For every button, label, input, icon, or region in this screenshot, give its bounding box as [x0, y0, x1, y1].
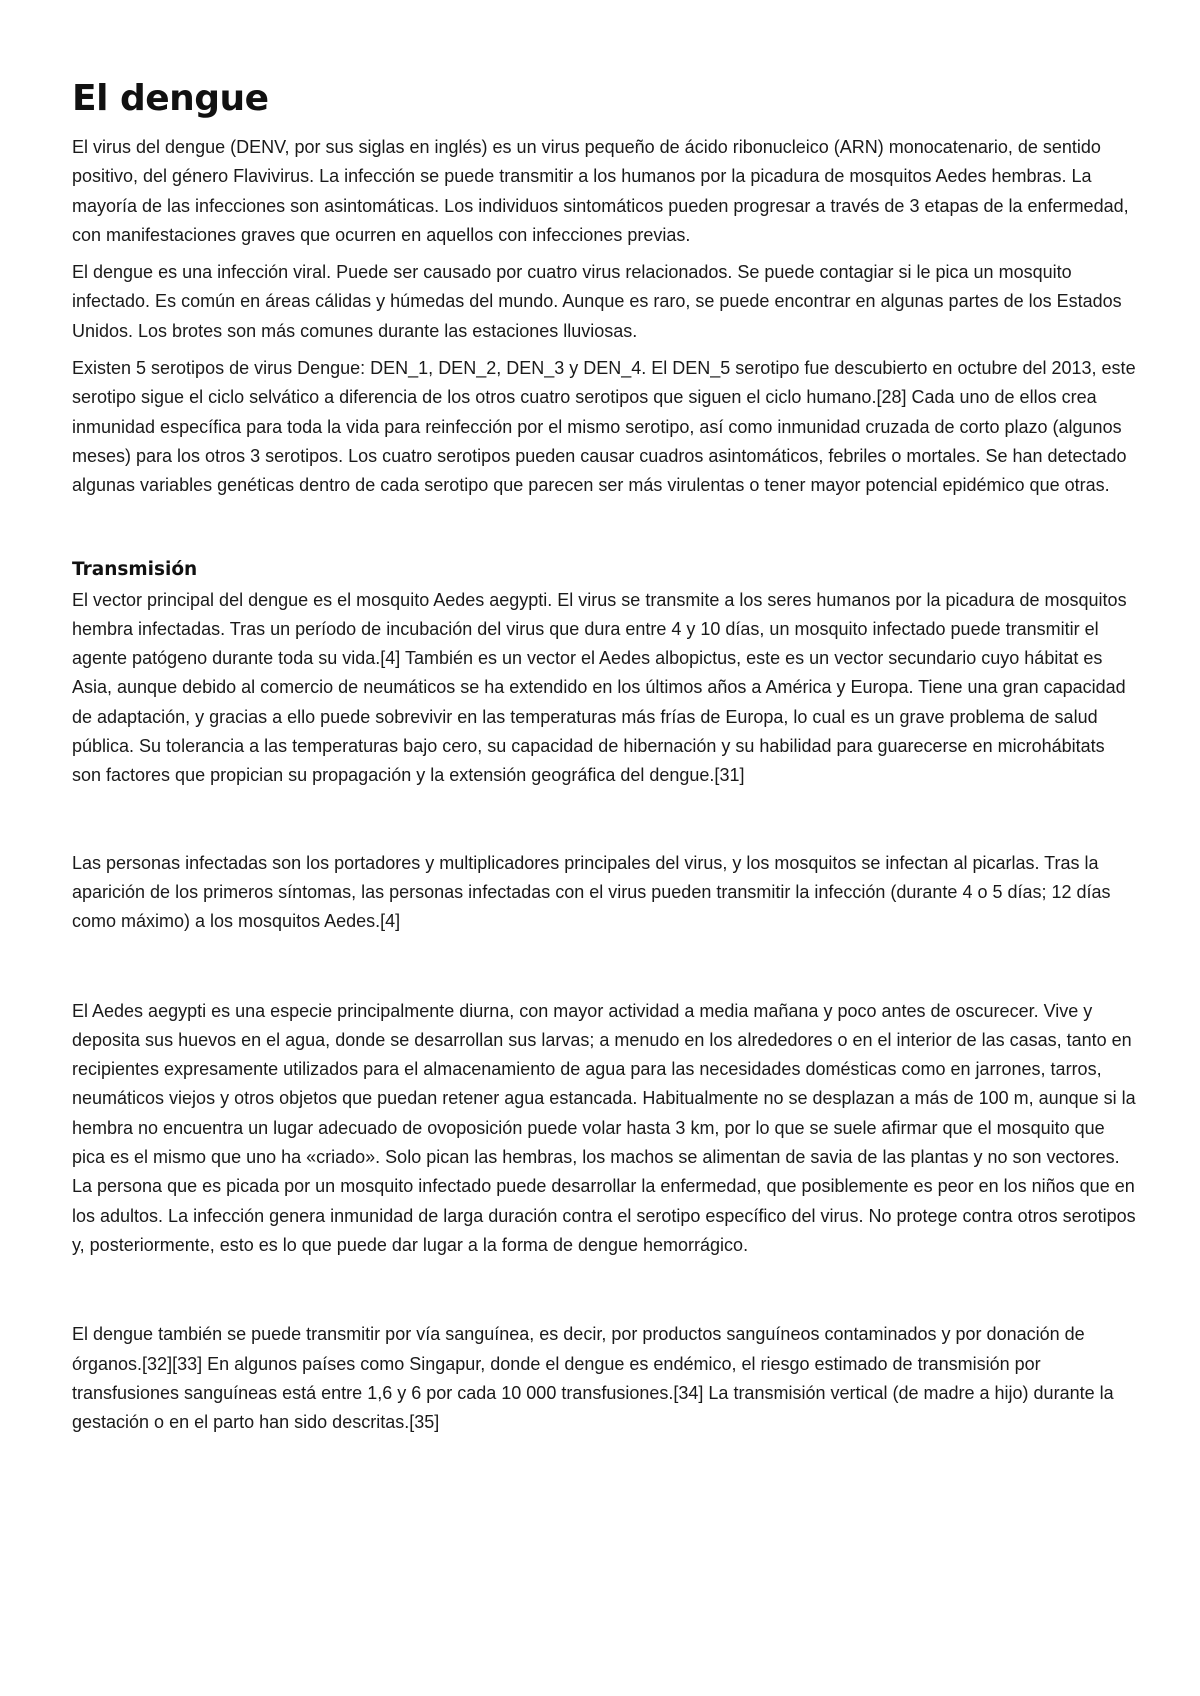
section-heading-transmission: Transmisión [72, 558, 198, 580]
document-title: El dengue [72, 78, 269, 119]
transmission-paragraph-2: Las personas infectadas son los portadores y multiplicadores principales del virus, y los mosquitos se infectan al picarlas. Tras la aparición de los primeros síntomas, las personas infectadas con el virus pueden transmitir la infección (durante 4 o 5 días; 12 días como máximo) a los mosquitos Aedes.[4] [72, 852, 1111, 932]
intro-paragraph-1: El virus del dengue (DENV, por sus siglas en inglés) es un virus pequeño de ácido ribonucleico (ARN) monocatenario, de sentido positivo, del género Flavivirus. La infección se puede transmitir a los humanos por la picadura de mosquitos Aedes hembras. La mayoría de las infecciones son asintomáticas. Los individuos sintomáticos pueden progresar a través de 3 etapas de la enfermedad, con manifestaciones graves que ocurren en aquellos con infecciones previas. [72, 137, 1129, 245]
transmission-paragraph-1: El vector principal del dengue es el mosquito Aedes aegypti. El virus se transmite a los seres humanos por la picadura de mosquitos hembra infectadas. Tras un período de incubación del virus que dura entre 4 y 10 días, un mosquito infectado puede transmitir el agente patógeno durante toda su vida.[4] También es un vector el Aedes albopictus, este es un vector secundario cuyo hábitat es Asia, aunque debido al comercio de neumáticos se ha extendido en los últimos años a América y Europa. Tiene una gran capacidad de adaptación, y gracias a ello puede sobrevivir en las temperaturas más frías de Europa, lo cual es un grave problema de salud pública. Su tolerancia a las temperaturas bajo cero, su capacidad de hibernación y su habilidad para guarecerse en microhábitats son factores que propician su propagación y la extensión geográfica del dengue.[31] [72, 589, 1127, 786]
intro-paragraph-2: El dengue es una infección viral. Puede ser causado por cuatro virus relacionados. Se puede contagiar si le pica un mosquito infectado. Es común en áreas cálidas y húmedas del mundo. Aunque es raro, se puede encontrar en algunas partes de los Estados Unidos. Los brotes son más comunes durante las estaciones lluviosas. [72, 262, 1122, 341]
transmission-paragraph-3: El Aedes aegypti es una especie principalmente diurna, con mayor actividad a media mañana y poco antes de oscurecer. Vive y deposita sus huevos en el agua, donde se desarrollan sus larvas; a menudo en los alrededores o en el interior de las casas, tanto en recipientes expresamente utilizados para el almacenamiento de agua para las necesidades domésticas como en jarrones, tarros, neumáticos viejos y otros objetos que puedan retener agua estancada. Habitualmente no se desplazan a más de 100 m, aunque si la hembra no encuentra un lugar adecuado de ovoposición puede volar hasta 3 km, por lo que se suele afirmar que el mosquito que pica es el mismo que uno ha «criado». Solo pican las hembras, los machos se alimentan de savia de las plantas y no son vectores. La persona que es picada por un mosquito infectado puede desarrollar la enfermedad, que posiblemente es peor en los niños que en los adultos. La infección genera inmunidad de larga duración contra el serotipo específico del virus. No protege contra otros serotipos y, posteriormente, esto es lo que puede dar lugar a la forma de dengue hemorrágico. [72, 1000, 1136, 1255]
intro-paragraph-3: Existen 5 serotipos de virus Dengue: DEN_1, DEN_2, DEN_3 y DEN_4. El DEN_5 serotipo fue descubierto en octubre del 2013, este serotipo sigue el ciclo selvático a diferencia de los otros cuatro serotipos que siguen el ciclo humano.[28] Cada uno de ellos crea inmunidad específica para toda la vida para reinfección por el mismo serotipo, así como inmunidad cruzada de corto plazo (algunos meses) para los otros 3 serotipos. Los cuatro serotipos pueden causar cuadros asintomáticos, febriles o mortales. Se han detectado algunas variables genéticas dentro de cada serotipo que parecen ser más virulentas o tener mayor potencial epidémico que otras. [72, 358, 1136, 496]
document-page [72, 60, 1138, 1445]
transmission-paragraph-4: El dengue también se puede transmitir por vía sanguínea, es decir, por productos sanguíneos contaminados y por donación de órganos.[32][33] En algunos países como Singapur, donde el dengue es endémico, el riesgo estimado de transmisión por transfusiones sanguíneas está entre 1,6 y 6 por cada 10 000 transfusiones.[34] La transmisión vertical (de madre a hijo) durante la gestación o en el parto han sido descritas.[35] [72, 1324, 1114, 1433]
